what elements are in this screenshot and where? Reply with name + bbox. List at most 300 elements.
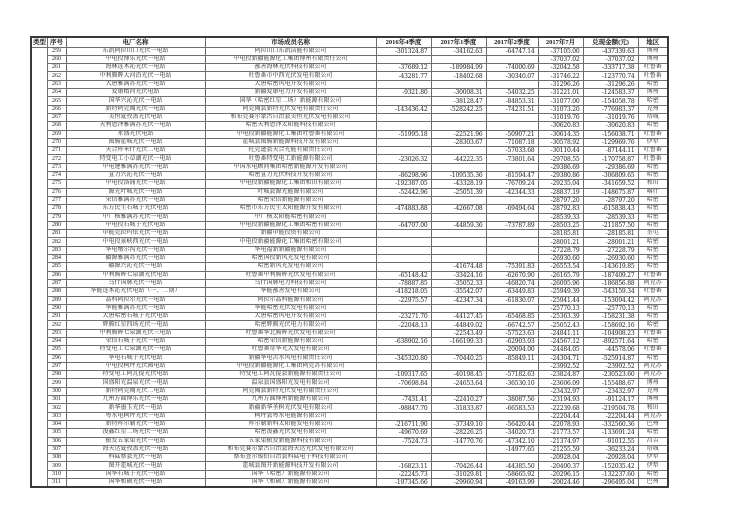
cashed-amount-cell: -133691.24 — [583, 429, 638, 437]
value-2017-q1-cell: -29960.94 — [431, 479, 486, 488]
value-2017-july-cell: -21773.57 — [538, 429, 583, 437]
serial-number-cell: 269 — [47, 130, 66, 138]
settlement-table-container — [30, 36, 669, 488]
plant-name-cell: 国华石城子光伏一电站 — [66, 470, 205, 478]
region-cell: 塔城 — [638, 113, 668, 121]
table-row — [31, 221, 668, 229]
region-cell: 哈密 — [638, 172, 668, 180]
market-member-cell: 和布克赛尔蒙古自治县海天达光伏发电有限公司 — [205, 445, 376, 453]
plant-name-cell: 荣信石城子光伏一电站 — [66, 337, 205, 345]
value-2017-q2-cell: -65468.85 — [486, 313, 538, 321]
table-row — [31, 246, 668, 254]
market-member-cell: 察布查尔锡伯自治县科陆电子科技有限公司 — [205, 454, 376, 462]
value-2017-q1-cell: -38128.47 — [431, 97, 486, 105]
table-row — [31, 72, 668, 80]
value-2017-q2-cell: -49163.99 — [486, 479, 538, 488]
cashed-amount-cell: -437339.63 — [583, 47, 638, 55]
market-member-cell: 哈密天利恩泽太阳能科技有限公司 — [205, 122, 376, 130]
value-2016-q4-cell: -22245.73 — [376, 470, 431, 478]
value-2017-q2-cell: -36530.10 — [486, 379, 538, 387]
plant-name-cell: 国华和硕光伏一电站 — [66, 479, 205, 488]
market-member-cell: 温泉县国盛阳光发电有限公司 — [205, 379, 376, 387]
value-2017-july-cell: -28792.83 — [538, 205, 583, 213]
table-row — [31, 213, 668, 221]
value-2017-q1-cell — [431, 412, 486, 420]
region-cell: 吐鲁番 — [638, 329, 668, 337]
serial-number-cell: 309 — [47, 462, 66, 470]
value-2016-q4-cell: -22048.13 — [376, 321, 431, 329]
value-2016-q4-cell: -78887.85 — [376, 279, 431, 287]
value-2016-q4-cell — [376, 196, 431, 204]
plant-name-cell: 东方民生石城子光伏电站 — [66, 205, 205, 213]
serial-number-cell: 277 — [47, 196, 66, 204]
value-2016-q4-cell: -9321.80 — [376, 89, 431, 97]
cashed-amount-cell: -776983.37 — [583, 105, 638, 113]
value-2017-q1-cell — [431, 246, 486, 254]
value-2017-q1-cell: -109535.36 — [431, 172, 486, 180]
value-2017-july-cell: -28001.21 — [538, 238, 583, 246]
region-cell: 和田 — [638, 404, 668, 412]
serial-number-cell: 286 — [47, 271, 66, 279]
value-2017-q1-cell — [431, 122, 486, 130]
value-2016-q4-cell — [376, 255, 431, 263]
value-2017-july-cell: -20928.04 — [538, 454, 583, 462]
value-2016-q4-cell — [376, 263, 431, 271]
value-2017-q1-cell: -44849.02 — [431, 321, 486, 329]
table-row — [31, 271, 668, 279]
plant-name-cell: 中电投博乐光伏一电站 — [66, 55, 205, 63]
market-member-cell: 中电投新疆能源化工集团阿克苏有限公司 — [205, 362, 376, 370]
value-2017-q2-cell — [486, 163, 538, 171]
cashed-amount-cell: -22204.44 — [583, 412, 638, 420]
value-2017-q2-cell: -73787.89 — [486, 221, 538, 229]
serial-number-cell: 299 — [47, 379, 66, 387]
value-2017-q2-cell: -71087.18 — [486, 138, 538, 146]
value-2017-july-cell: -23992.52 — [538, 362, 583, 370]
value-2016-q4-cell — [376, 346, 431, 354]
market-member-cell: 叶城县源光能源有限公司 — [205, 188, 376, 196]
value-2017-q2-cell — [486, 122, 538, 130]
plant-name-cell: 粤水电柯坪光伏一电站 — [66, 412, 205, 420]
market-member-cell: 中电投新疆能源化工集团吐鲁番有限公司 — [205, 130, 376, 138]
table-row — [31, 346, 668, 354]
value-2017-july-cell: -31221.01 — [538, 89, 583, 97]
cashed-amount-cell: -28539.33 — [583, 213, 638, 221]
value-2017-q2-cell: -85849.11 — [486, 354, 538, 362]
plant-name-cell: 中电投柯坪光伏园电站 — [66, 362, 205, 370]
plant-name-cell: 中电投石城子光伏电站 — [66, 221, 205, 229]
market-member-cell: 中电投新疆能源化工集团哈密有限公司 — [205, 238, 376, 246]
serial-number-cell: 264 — [47, 89, 66, 97]
value-2017-q2-cell — [486, 230, 538, 238]
value-2017-q1-cell — [431, 454, 486, 462]
value-2017-q2-cell: -30340.07 — [486, 72, 538, 80]
value-2017-july-cell: -29708.55 — [538, 155, 583, 163]
value-2017-q1-cell: -40198.45 — [431, 371, 486, 379]
value-2017-q1-cell: -14770.76 — [431, 437, 486, 445]
type-column-cell — [31, 47, 47, 487]
value-2016-q4-cell: -70698.84 — [376, 379, 431, 387]
cashed-amount-cell: -143619.85 — [583, 263, 638, 271]
cashed-amount-cell: -132237.60 — [583, 470, 638, 478]
market-member-cell: 阿拉山口东凯洁能有限公司 — [205, 47, 376, 55]
market-member-cell: 中广核太阳能哈密有限公司 — [205, 213, 376, 221]
value-2017-july-cell: -25770.13 — [538, 304, 583, 312]
region-cell: 巴州 — [638, 479, 668, 488]
value-2017-q1-cell — [431, 163, 486, 171]
value-2017-q1-cell: -28303.67 — [431, 138, 486, 146]
region-cell: 伊犁 — [638, 462, 668, 470]
value-2017-july-cell: -21374.97 — [538, 437, 583, 445]
cashed-amount-cell: -123770.74 — [583, 72, 638, 80]
value-2016-q4-cell: -43281.77 — [376, 72, 431, 80]
serial-number-cell: 300 — [47, 387, 66, 395]
value-2017-q2-cell: -73801.64 — [486, 155, 538, 163]
value-2016-q4-cell — [376, 238, 431, 246]
value-2017-q2-cell — [486, 362, 538, 370]
market-member-cell: 中电投新疆能源化工集团博州有限责任公司 — [205, 55, 376, 63]
header-region: 地区 — [638, 37, 668, 47]
cashed-amount-cell: -186856.88 — [583, 279, 638, 287]
region-cell: 哈密 — [638, 321, 668, 329]
value-2016-q4-cell — [376, 113, 431, 121]
table-row — [31, 97, 668, 105]
region-cell: 哈密 — [638, 354, 668, 362]
value-2017-q2-cell: -38087.56 — [486, 396, 538, 404]
value-2017-q2-cell — [486, 238, 538, 246]
value-2016-q4-cell: -23271.70 — [376, 313, 431, 321]
table-row — [31, 138, 668, 146]
plant-name-cell: 特变电工小草湖光伏一电站 — [66, 155, 205, 163]
market-member-cell: 托克逊县天合光能有限责任公司 — [205, 147, 376, 155]
region-cell: 吐鲁番 — [638, 155, 668, 163]
value-2017-q2-cell — [486, 213, 538, 221]
cashed-amount-cell: -230523.60 — [583, 371, 638, 379]
value-2016-q4-cell: -22975.57 — [376, 296, 431, 304]
value-2017-q2-cell — [486, 113, 538, 121]
market-member-cell: 阿克陶县新特光伏发电有限责任公司 — [205, 105, 376, 113]
plant-name-cell: 大唐雅满苏光伏一电站 — [66, 80, 205, 88]
table-row — [31, 462, 668, 470]
value-2017-july-cell: -37037.02 — [538, 55, 583, 63]
value-2017-july-cell: -37105.00 — [538, 47, 583, 55]
value-2017-q1-cell: -25051.39 — [431, 188, 486, 196]
value-2016-q4-cell — [376, 213, 431, 221]
value-2017-q2-cell — [486, 454, 538, 462]
serial-number-cell: 295 — [47, 346, 66, 354]
cashed-amount-cell: -170758.87 — [583, 155, 638, 163]
region-cell: 伊犁 — [638, 138, 668, 146]
serial-number-cell: 273 — [47, 163, 66, 171]
value-2017-q2-cell — [486, 196, 538, 204]
table-row — [31, 105, 668, 113]
table-row — [31, 55, 668, 63]
value-2017-q1-cell: -70426.44 — [431, 462, 486, 470]
table-row — [31, 47, 668, 55]
plant-name-cell: 中利腾晖七泉湖光伏电站 — [66, 271, 205, 279]
value-2017-q1-cell — [431, 362, 486, 370]
cashed-amount-cell: -44578.06 — [583, 346, 638, 354]
serial-number-cell: 271 — [47, 147, 66, 155]
value-2017-q2-cell: -46820.74 — [486, 279, 538, 287]
plant-name-cell: 国盛阳光温泉光伏一电站 — [66, 379, 205, 387]
header-cashed-amount: 兑现金额(元) — [583, 37, 638, 47]
table-row — [31, 354, 668, 362]
region-cell: 哈密 — [638, 122, 668, 130]
value-2017-q1-cell — [431, 304, 486, 312]
header-2017-q1: 2017年1季度 — [431, 37, 486, 47]
plant-name-cell: 中电投洛浦光伏一电站 — [66, 180, 205, 188]
plant-name-cell: 大唐哈密石城子光伏电站 — [66, 313, 205, 321]
value-2016-q4-cell: -23026.32 — [376, 155, 431, 163]
value-2017-q1-cell: -189984.99 — [431, 64, 486, 72]
market-member-cell: 乌什国脉电力科技有限公司 — [205, 279, 376, 287]
region-cell: 博州 — [638, 396, 668, 404]
value-2017-july-cell: -29235.04 — [538, 180, 583, 188]
cashed-amount-cell: -543159.34 — [583, 288, 638, 296]
value-2017-q1-cell: -30008.31 — [431, 89, 486, 97]
value-2016-q4-cell: -16823.11 — [376, 462, 431, 470]
serial-number-cell: 260 — [47, 55, 66, 63]
serial-number-cell: 284 — [47, 255, 66, 263]
value-2017-q2-cell: -84853.31 — [486, 97, 538, 105]
value-2017-q1-cell — [431, 387, 486, 395]
value-2016-q4-cell — [376, 387, 431, 395]
region-cell: 阿克苏 — [638, 362, 668, 370]
value-2017-q2-cell: -47342.10 — [486, 437, 538, 445]
value-2017-july-cell: -25941.44 — [538, 296, 583, 304]
value-2017-july-cell: -31077.00 — [538, 97, 583, 105]
plant-name-cell: 海天达夏孜盖光伏一电站 — [66, 445, 205, 453]
table-row — [31, 420, 668, 428]
value-2016-q4-cell: -143436.42 — [376, 105, 431, 113]
value-2017-july-cell: -25363.39 — [538, 313, 583, 321]
table-row — [31, 470, 668, 478]
cashed-amount-cell: -333717.38 — [583, 64, 638, 72]
value-2017-july-cell: -25052.43 — [538, 321, 583, 329]
region-cell: 昌吉 — [638, 437, 668, 445]
market-member-cell: 国华（哈密）新能源有限公司 — [205, 470, 376, 478]
value-2017-q1-cell: -22543.49 — [431, 329, 486, 337]
value-2017-july-cell: -31296.26 — [538, 80, 583, 88]
value-2017-q1-cell: -22410.27 — [431, 396, 486, 404]
cashed-amount-cell: -23992.52 — [583, 362, 638, 370]
serial-number-cell: 288 — [47, 288, 66, 296]
market-member-cell: 中国水电顾问集团哈密新能源开发有限公司 — [205, 163, 376, 171]
value-2017-q2-cell: -57523.63 — [486, 329, 538, 337]
serial-number-cell: 262 — [47, 72, 66, 80]
serial-number-cell: 308 — [47, 454, 66, 462]
market-member-cell: 哈密市东方民生太阳能源开发有限公司 — [205, 205, 376, 213]
value-2016-q4-cell — [376, 329, 431, 337]
market-member-cell: 新疆新华圣树光伏发电有限公司 — [205, 404, 376, 412]
serial-number-cell: 296 — [47, 354, 66, 362]
plant-name-cell: 中电建雅满苏光伏一电站 — [66, 163, 205, 171]
value-2017-q2-cell — [486, 80, 538, 88]
region-cell: 哈密 — [638, 429, 668, 437]
table-row — [31, 155, 668, 163]
value-2017-q1-cell — [431, 55, 486, 63]
value-2016-q4-cell: -638902.16 — [376, 337, 431, 345]
value-2017-q1-cell: -18402.68 — [431, 72, 486, 80]
value-2017-q2-cell: -81594.47 — [486, 172, 538, 180]
table-row — [31, 454, 668, 462]
value-2017-july-cell: -24841.11 — [538, 329, 583, 337]
table-row — [31, 371, 668, 379]
value-2017-q2-cell: -54032.25 — [486, 89, 538, 97]
table-row — [31, 180, 668, 188]
region-cell: 哈密 — [638, 221, 668, 229]
cashed-amount-cell: -37037.02 — [583, 55, 638, 63]
value-2017-q1-cell: -35542.07 — [431, 288, 486, 296]
cashed-amount-cell: -25770.13 — [583, 304, 638, 312]
header-2017-july: 2017年7月 — [538, 37, 583, 47]
region-cell: 奎屯 — [638, 230, 668, 238]
market-member-cell: 华能哈密光伏发电有限公司 — [205, 304, 376, 312]
serial-number-cell: 272 — [47, 155, 66, 163]
value-2017-july-cell: -30620.83 — [538, 122, 583, 130]
value-2017-q2-cell — [486, 255, 538, 263]
table-row — [31, 321, 668, 329]
plant-name-cell: 图开霍城光伏一电站 — [66, 462, 205, 470]
value-2017-q2-cell: -66742.57 — [486, 321, 538, 329]
plant-name-cell: 国华兴沁光伏一电站 — [66, 97, 205, 105]
market-member-cell: 霍城县图开新能源科技开发有限公司 — [205, 462, 376, 470]
cashed-amount-cell: -187409.27 — [583, 271, 638, 279]
market-member-cell: 大唐哈密风电开发有限公司 — [205, 313, 376, 321]
serial-number-cell: 298 — [47, 371, 66, 379]
value-2017-july-cell: -28185.81 — [538, 230, 583, 238]
region-cell: 克州 — [638, 387, 668, 395]
value-2017-q1-cell: -34162.63 — [431, 47, 486, 55]
value-2017-q1-cell: -37349.10 — [431, 420, 486, 428]
market-member-cell: 和布克赛尔蒙古自治县美恒光伏发电有限公司 — [205, 113, 376, 121]
table-row — [31, 337, 668, 345]
value-2017-july-cell: -32042.58 — [538, 64, 583, 72]
serial-number-cell: 306 — [47, 437, 66, 445]
value-2017-q2-cell: -76709.24 — [486, 180, 538, 188]
plant-name-cell: 新特阿克陶光伏二电站 — [66, 387, 205, 395]
plant-name-cell: 新华墨玉光伏一电站 — [66, 404, 205, 412]
value-2017-q2-cell — [486, 55, 538, 63]
value-2017-q1-cell: -41674.48 — [431, 263, 486, 271]
cashed-amount-cell: -26930.60 — [583, 255, 638, 263]
plant-name-cell: 辉腾红星四场光伏一电站 — [66, 321, 205, 329]
value-2016-q4-cell — [376, 122, 431, 130]
market-member-cell: 吐鲁番奇华光大发电有限公司 — [205, 346, 376, 354]
value-2016-q4-cell: -192387.05 — [376, 180, 431, 188]
serial-number-cell: 282 — [47, 238, 66, 246]
value-2017-july-cell: -31073.20 — [538, 105, 583, 113]
serial-number-cell: 267 — [47, 113, 66, 121]
value-2017-july-cell: -28797.20 — [538, 196, 583, 204]
plant-name-cell: 疆源兴沁光伏一电站 — [66, 263, 205, 271]
value-2017-july-cell: -20024.46 — [538, 479, 583, 488]
value-2017-july-cell: -30578.92 — [538, 138, 583, 146]
market-member-cell: 特变电工阿瓦提县新能源有限责任公司 — [205, 371, 376, 379]
value-2017-july-cell: -25949.39 — [538, 288, 583, 296]
serial-number-cell: 287 — [47, 279, 66, 287]
value-2016-q4-cell — [376, 138, 431, 146]
market-member-cell: 哈密辉腾光伏电力有限公司 — [205, 321, 376, 329]
serial-number-cell: 303 — [47, 412, 66, 420]
plant-name-cell: 东凯阿拉山口光伏一电站 — [66, 47, 205, 55]
value-2017-july-cell: -22078.93 — [538, 420, 583, 428]
market-member-cell: 华能鄯善发电有限公司 — [205, 288, 376, 296]
value-2017-q2-cell: -57033.68 — [486, 147, 538, 155]
value-2017-q2-cell: -66583.53 — [486, 404, 538, 412]
region-cell: 哈密 — [638, 196, 668, 204]
plant-name-cell: 海林连木沁光伏一电站 — [66, 64, 205, 72]
value-2017-q1-cell: -31833.87 — [431, 404, 486, 412]
value-2017-q2-cell — [486, 304, 538, 312]
table-header-row — [31, 37, 668, 47]
region-cell: 哈密 — [638, 80, 668, 88]
region-cell: 喀什 — [638, 188, 668, 196]
value-2017-q1-cell: -70440.25 — [431, 354, 486, 362]
cashed-amount-cell: -892571.64 — [583, 337, 638, 345]
serial-number-cell: 305 — [47, 429, 66, 437]
region-cell: 阿克苏 — [638, 412, 668, 420]
value-2017-q1-cell — [431, 196, 486, 204]
cashed-amount-cell: -296495.04 — [583, 479, 638, 488]
region-cell: 阿克苏 — [638, 371, 668, 379]
value-2016-q4-cell: -301324.87 — [376, 47, 431, 55]
cashed-amount-cell: -155488.67 — [583, 379, 638, 387]
table-row — [31, 130, 668, 138]
value-2016-q4-cell — [376, 97, 431, 105]
cashed-amount-cell: -306809.65 — [583, 172, 638, 180]
value-2017-july-cell: -23432.97 — [538, 387, 583, 395]
table-row — [31, 238, 668, 246]
serial-number-cell: 302 — [47, 404, 66, 412]
region-cell: 博州 — [638, 379, 668, 387]
value-2017-q1-cell — [431, 230, 486, 238]
serial-number-cell: 283 — [47, 246, 66, 254]
value-2017-q2-cell: -58665.92 — [486, 470, 538, 478]
header-plant-name: 电厂名称 — [66, 37, 205, 47]
cashed-amount-cell: -615838.43 — [583, 205, 638, 213]
table-row — [31, 80, 668, 88]
plant-name-cell: 中利腾晖七泉湖光伏三电站 — [66, 329, 205, 337]
plant-name-cell: 天合库米什光伏二电站 — [66, 147, 205, 155]
table-row — [31, 64, 668, 72]
value-2017-q2-cell: -20094.00 — [486, 346, 538, 354]
value-2017-july-cell: -22239.68 — [538, 404, 583, 412]
region-cell: 博州 — [638, 55, 668, 63]
serial-number-cell: 279 — [47, 213, 66, 221]
plant-name-cell: 天利恩泽雅满苏光伏一电站 — [66, 122, 205, 130]
value-2017-q1-cell: -35052.33 — [431, 279, 486, 287]
value-2017-q2-cell: -42344.33 — [486, 188, 538, 196]
cashed-amount-cell: -20928.04 — [583, 454, 638, 462]
table-row — [31, 163, 668, 171]
serial-number-cell: 259 — [47, 47, 66, 55]
value-2017-july-cell: -31019.76 — [538, 113, 583, 121]
value-2016-q4-cell — [376, 230, 431, 238]
plant-name-cell: 华能雅满苏光伏一电站 — [66, 304, 205, 312]
serial-number-cell: 307 — [47, 445, 66, 453]
value-2017-q1-cell — [431, 255, 486, 263]
value-2017-july-cell: -20296.15 — [538, 470, 583, 478]
value-2017-july-cell: -26930.60 — [538, 255, 583, 263]
cashed-amount-cell: -153094.42 — [583, 296, 638, 304]
value-2016-q4-cell: -52442.96 — [376, 188, 431, 196]
value-2016-q4-cell: -98847.70 — [376, 404, 431, 412]
value-2016-q4-cell — [376, 454, 431, 462]
cashed-amount-cell: -156038.71 — [583, 130, 638, 138]
region-cell: 哈密 — [638, 470, 668, 478]
